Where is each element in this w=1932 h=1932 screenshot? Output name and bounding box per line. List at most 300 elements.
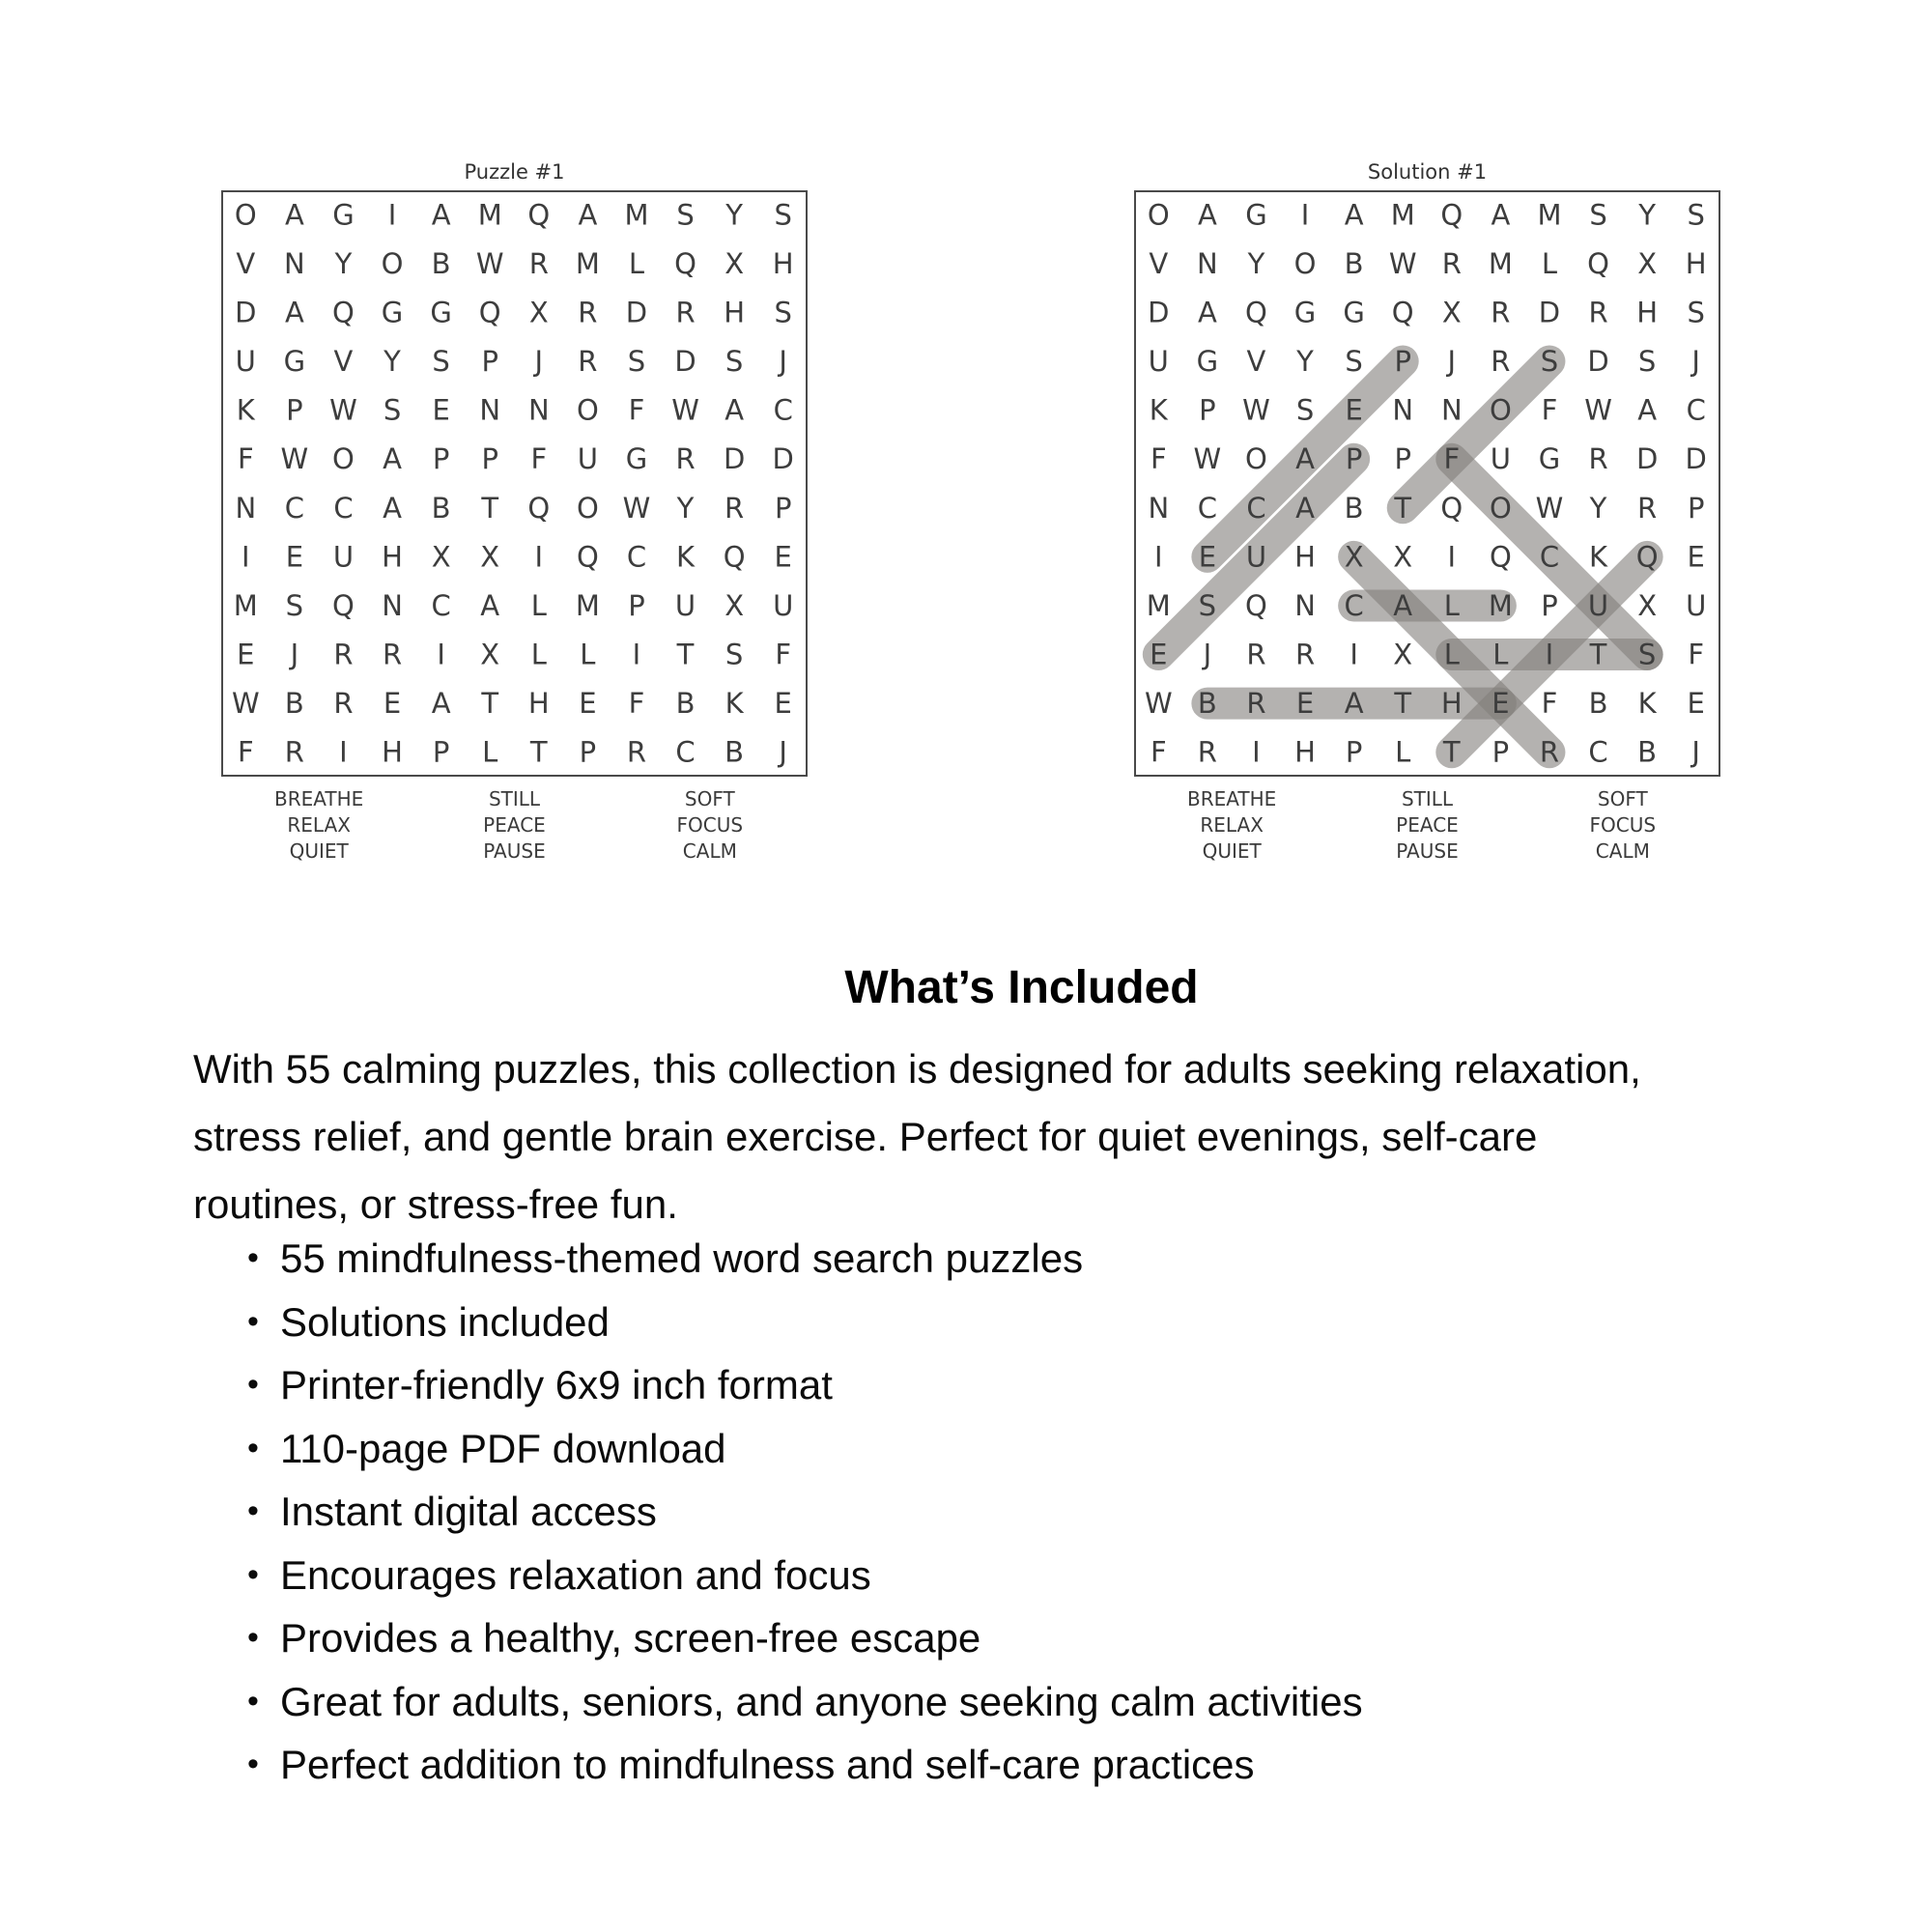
grid-letter: P	[432, 735, 450, 769]
grid-letter: C	[1246, 491, 1266, 525]
grid-letter: Y	[1589, 491, 1607, 525]
grid-letter: O	[576, 393, 599, 427]
grid-letter: H	[1294, 540, 1316, 574]
grid-letter: C	[1686, 393, 1706, 427]
grid-letter: S	[724, 345, 744, 379]
grid-letter: L	[580, 638, 596, 671]
grid-letter: S	[627, 345, 646, 379]
grid-letter: W	[1388, 246, 1417, 280]
description-paragraph	[193, 1036, 1874, 1238]
grid-letter: F	[1150, 735, 1167, 769]
bullet-item: • Great for adults, seniors, and anyone seeking calm activities	[193, 1670, 1874, 1734]
grid-letter: B	[431, 491, 451, 525]
grid-letter: I	[1545, 638, 1554, 671]
grid-letter: Y	[725, 198, 743, 232]
word-list-item: QUIET	[1202, 839, 1262, 863]
grid-letter: J	[534, 345, 544, 379]
grid-letter: P	[1394, 442, 1411, 476]
grid-letter: U	[674, 588, 696, 622]
grid-letter: C	[1539, 540, 1560, 574]
grid-letter: P	[628, 588, 645, 622]
grid-letter: L	[1492, 638, 1509, 671]
grid-letter: P	[481, 345, 498, 379]
grid-letter: K	[1149, 393, 1168, 427]
grid-letter: M	[477, 198, 502, 232]
grid-letter: X	[1637, 246, 1658, 280]
grid-letter: U	[773, 588, 794, 622]
grid-letter: U	[1245, 540, 1267, 574]
grid-letter: V	[1246, 345, 1266, 379]
grid-letter: C	[431, 588, 451, 622]
grid-letter: A	[431, 687, 451, 721]
grid-letter: R	[1491, 345, 1511, 379]
grid-letter: J	[779, 345, 787, 379]
grid-letter: O	[381, 246, 404, 280]
word-list-item: PAUSE	[483, 839, 546, 863]
grid-letter: E	[1198, 540, 1217, 574]
grid-letter: D	[1635, 442, 1659, 476]
grid-letter: E	[774, 687, 792, 721]
grid-letter: Y	[334, 246, 353, 280]
grid-letter: R	[284, 735, 304, 769]
grid-letter: R	[1294, 638, 1316, 671]
grid-letter: F	[530, 442, 548, 476]
grid-letter: B	[1344, 246, 1364, 280]
grid-letter: N	[284, 246, 305, 280]
grid-letter: I	[1154, 540, 1163, 574]
grid-letter: M	[1488, 246, 1513, 280]
grid-letter: I	[339, 735, 348, 769]
grid-letter: M	[575, 588, 600, 622]
grid-letter: Q	[478, 296, 501, 329]
grid-letter: F	[1150, 442, 1167, 476]
grid-letter: N	[235, 491, 257, 525]
grid-letter: E	[432, 393, 450, 427]
grid-letter: W	[475, 246, 504, 280]
grid-letter: R	[333, 638, 354, 671]
word-list-item: STILL	[488, 787, 541, 810]
grid-letter: A	[1637, 393, 1658, 427]
grid-letter: O	[1293, 246, 1317, 280]
grid-letter: R	[1637, 491, 1658, 525]
grid-letter: X	[528, 296, 549, 329]
bullet-item: • 110-page PDF download	[193, 1417, 1874, 1481]
grid-letter: J	[1691, 345, 1700, 379]
grid-letter: I	[242, 540, 250, 574]
grid-letter: X	[724, 588, 745, 622]
grid-letter: A	[1295, 491, 1315, 525]
grid-letter: E	[383, 687, 402, 721]
grid-letter: G	[1245, 198, 1267, 232]
grid-letter: A	[383, 442, 402, 476]
grid-letter: E	[1345, 393, 1363, 427]
grid-letter: P	[1345, 442, 1363, 476]
word-list-item: CALM	[1595, 839, 1650, 863]
grid-letter: O	[1489, 491, 1512, 525]
word-list-column	[416, 786, 611, 865]
grid-letter: U	[1686, 588, 1707, 622]
grid-letter: A	[1491, 198, 1511, 232]
grid-letter: T	[676, 638, 695, 671]
grid-letter: Y	[676, 491, 695, 525]
grid-letter: R	[1197, 735, 1217, 769]
grid-letter: X	[724, 246, 745, 280]
grid-letter: I	[387, 198, 397, 232]
grid-letter: A	[1197, 296, 1217, 329]
grid-letter: C	[333, 491, 354, 525]
grid-letter: F	[1443, 442, 1461, 476]
grid-letter: X	[1393, 540, 1413, 574]
grid-letter: O	[1245, 442, 1267, 476]
word-list-item: RELAX	[287, 813, 351, 837]
grid-letter: R	[1246, 687, 1266, 721]
grid-letter: D	[1538, 296, 1561, 329]
grid-letter: N	[1148, 491, 1170, 525]
grid-letter: L	[1541, 246, 1558, 280]
grid-letter: L	[1395, 735, 1411, 769]
grid-letter: S	[774, 296, 792, 329]
grid-letter: Q	[1440, 198, 1463, 232]
grid-letter: Y	[1247, 246, 1265, 280]
grid-letter: S	[724, 638, 744, 671]
grid-letter: N	[1294, 588, 1316, 622]
whats-included-heading: What’s Included	[844, 962, 1199, 1013]
grid-letter: F	[1541, 393, 1558, 427]
grid-letter: L	[628, 246, 645, 280]
grid-letter: S	[774, 198, 792, 232]
grid-letter: J	[290, 638, 299, 671]
grid-letter: D	[772, 442, 794, 476]
grid-letter: Q	[674, 246, 696, 280]
grid-letter: S	[1687, 296, 1705, 329]
grid-letter: E	[1492, 687, 1510, 721]
grid-letter: U	[332, 540, 355, 574]
puzzle-title: Puzzle #1	[464, 160, 565, 184]
grid-letter: V	[1149, 246, 1169, 280]
grid-letter: T	[1442, 735, 1461, 769]
word-list-item: BREATHE	[274, 787, 364, 810]
grid-letter: B	[284, 687, 304, 721]
paragraph-line: routines, or stress-free fun.	[193, 1181, 678, 1227]
word-list-column	[1329, 786, 1524, 865]
grid-letter: M	[575, 246, 600, 280]
grid-letter: G	[332, 198, 355, 232]
grid-letter: F	[237, 735, 254, 769]
grid-letter: M	[1390, 198, 1415, 232]
puzzle-grid	[221, 190, 808, 777]
grid-letter: H	[1685, 246, 1707, 280]
word-list-item: SOFT	[1597, 787, 1648, 810]
grid-letter: Q	[527, 491, 551, 525]
grid-letter: W	[1242, 393, 1270, 427]
grid-letter: I	[1252, 735, 1261, 769]
grid-letter: L	[1443, 638, 1460, 671]
grid-letter: A	[724, 393, 745, 427]
grid-letter: X	[431, 540, 451, 574]
grid-letter: V	[333, 345, 354, 379]
grid-letter: R	[675, 442, 696, 476]
grid-letter: P	[1492, 735, 1510, 769]
grid-letter: N	[382, 588, 403, 622]
grid-letter: B	[1197, 687, 1217, 721]
grid-letter: D	[723, 442, 746, 476]
grid-letter: Q	[576, 540, 599, 574]
grid-letter: Q	[527, 198, 551, 232]
grid-letter: H	[1636, 296, 1659, 329]
grid-letter: E	[1687, 540, 1705, 574]
grid-letter: X	[480, 638, 500, 671]
grid-letter: R	[1539, 735, 1560, 769]
grid-letter: D	[674, 345, 696, 379]
grid-letter: R	[626, 735, 647, 769]
word-list-item: CALM	[682, 839, 737, 863]
grid-letter: G	[1343, 296, 1365, 329]
grid-letter: E	[1150, 638, 1168, 671]
grid-letter: N	[1440, 393, 1463, 427]
grid-letter: O	[234, 198, 257, 232]
grid-letter: M	[1537, 198, 1562, 232]
grid-letter: N	[479, 393, 501, 427]
grid-letter: V	[236, 246, 256, 280]
grid-letter: H	[772, 246, 794, 280]
grid-letter: G	[381, 296, 404, 329]
grid-letter: G	[625, 442, 648, 476]
solution-title: Solution #1	[1367, 160, 1488, 184]
grid-letter: H	[382, 540, 403, 574]
grid-letter: W	[329, 393, 357, 427]
grid-letter: F	[628, 687, 645, 721]
grid-letter: Q	[1635, 540, 1659, 574]
grid-letter: F	[1541, 687, 1558, 721]
grid-letter: T	[481, 687, 499, 721]
bullet-item: • 55 mindfulness-themed word search puzzles	[193, 1227, 1874, 1291]
grid-letter: B	[431, 246, 451, 280]
grid-letter: G	[1196, 345, 1219, 379]
grid-letter: G	[1538, 442, 1561, 476]
grid-letter: R	[1491, 296, 1511, 329]
grid-border	[222, 191, 807, 776]
grid-letter: N	[527, 393, 550, 427]
grid-letter: S	[1687, 198, 1705, 232]
grid-letter: X	[1637, 588, 1658, 622]
grid-letter: E	[579, 687, 597, 721]
grid-letter: Q	[1391, 296, 1414, 329]
grid-letter: S	[676, 198, 695, 232]
solution-grid	[1134, 190, 1720, 777]
grid-letter: C	[1588, 735, 1608, 769]
grid-letter: W	[671, 393, 699, 427]
grid-letter: Y	[1296, 345, 1314, 379]
grid-letter: A	[1393, 588, 1413, 622]
grid-letter: A	[284, 296, 304, 329]
grid-letter: O	[1147, 198, 1170, 232]
grid-letter: U	[577, 442, 598, 476]
word-list-item: STILL	[1401, 787, 1454, 810]
grid-letter: Q	[1245, 588, 1267, 622]
grid-letter: P	[481, 442, 498, 476]
grid-letter: D	[235, 296, 257, 329]
bullet-item: • Printer-friendly 6x9 inch format	[193, 1353, 1874, 1417]
grid-letter: P	[432, 442, 450, 476]
grid-letter: Q	[332, 588, 355, 622]
grid-letter: S	[1637, 638, 1657, 671]
grid-letter: I	[632, 638, 641, 671]
grid-letter: S	[285, 588, 304, 622]
grid-letter: N	[1392, 393, 1414, 427]
grid-letter: B	[675, 687, 696, 721]
grid-letter: T	[1394, 491, 1412, 525]
grid-letter: M	[624, 198, 649, 232]
grid-letter: R	[1588, 442, 1608, 476]
grid-letter: P	[1345, 735, 1363, 769]
grid-letter: S	[1540, 345, 1559, 379]
grid-letter: C	[675, 735, 696, 769]
grid-letter: K	[1589, 540, 1608, 574]
solution-word-list	[1134, 786, 1720, 865]
grid-letter: B	[1588, 687, 1608, 721]
grid-letter: I	[1350, 638, 1358, 671]
word-list-item: PAUSE	[1396, 839, 1459, 863]
grid-letter: R	[578, 345, 598, 379]
grid-letter: H	[527, 687, 550, 721]
grid-letter: R	[528, 246, 549, 280]
grid-letter: R	[1588, 296, 1608, 329]
grid-letter: F	[237, 442, 254, 476]
grid-letter: S	[1589, 198, 1607, 232]
grid-letter: Y	[1638, 198, 1656, 232]
word-list-item: BREATHE	[1187, 787, 1277, 810]
grid-letter: I	[534, 540, 544, 574]
grid-letter: X	[480, 540, 500, 574]
grid-letter: U	[1148, 345, 1169, 379]
grid-letter: P	[1541, 588, 1558, 622]
grid-letter: R	[724, 491, 745, 525]
grid-letter: O	[576, 491, 599, 525]
grid-letter: A	[1344, 687, 1364, 721]
grid-letter: M	[1488, 588, 1513, 622]
grid-letter: K	[676, 540, 696, 574]
grid-letter: S	[1345, 345, 1363, 379]
grid-letter: W	[1584, 393, 1612, 427]
grid-letter: U	[1490, 442, 1511, 476]
word-list-item: FOCUS	[676, 813, 744, 837]
grid-letter: S	[1198, 588, 1217, 622]
grid-letter: A	[480, 588, 500, 622]
grid-letter: E	[1687, 687, 1705, 721]
grid-letter: P	[286, 393, 303, 427]
grid-letter: B	[724, 735, 745, 769]
word-list-column	[221, 786, 416, 865]
grid-letter: A	[383, 491, 402, 525]
grid-letter: I	[437, 638, 445, 671]
grid-letter: A	[578, 198, 598, 232]
grid-letter: Q	[332, 296, 355, 329]
grid-letter: W	[1535, 491, 1564, 525]
word-list-item: QUIET	[289, 839, 349, 863]
paragraph-line: stress relief, and gentle brain exercise. Perfect for quiet evenings, self-care	[193, 1114, 1538, 1159]
grid-letter: A	[1344, 198, 1364, 232]
grid-letter: D	[1685, 442, 1707, 476]
bullet-item: • Provides a healthy, screen-free escape	[193, 1606, 1874, 1670]
grid-letter: Q	[1245, 296, 1267, 329]
grid-letter: D	[1148, 296, 1170, 329]
grid-letter: S	[432, 345, 450, 379]
grid-letter: E	[1295, 687, 1315, 721]
grid-letter: A	[431, 198, 451, 232]
grid-letter: X	[1344, 540, 1364, 574]
grid-letter: F	[628, 393, 645, 427]
grid-letter: Q	[723, 540, 746, 574]
grid-letter: E	[774, 540, 792, 574]
grid-letter: M	[233, 588, 258, 622]
grid-letter: R	[675, 296, 696, 329]
bullet-item: • Perfect addition to mindfulness and self-care practices	[193, 1733, 1874, 1797]
grid-letter: K	[236, 393, 255, 427]
word-list-item: PEACE	[1396, 813, 1459, 837]
grid-letter: R	[1441, 246, 1462, 280]
grid-letter: H	[1440, 687, 1463, 721]
puzzle-word-list	[221, 786, 808, 865]
word-list-item: RELAX	[1200, 813, 1264, 837]
grid-letter: Q	[1489, 540, 1512, 574]
grid-letter: F	[1688, 638, 1705, 671]
word-list-item: SOFT	[684, 787, 735, 810]
grid-letter: S	[1637, 345, 1657, 379]
grid-letter: A	[284, 198, 304, 232]
grid-letter: G	[283, 345, 306, 379]
grid-letter: L	[530, 638, 547, 671]
grid-letter: F	[775, 638, 792, 671]
grid-letter: L	[482, 735, 498, 769]
grid-letter: B	[1637, 735, 1658, 769]
paragraph-line: With 55 calming puzzles, this collection is designed for adults seeking relaxation,	[193, 1046, 1641, 1092]
grid-letter: C	[1344, 588, 1364, 622]
grid-letter: I	[1447, 540, 1457, 574]
bullet-item: • Solutions included	[193, 1291, 1874, 1354]
grid-letter: A	[1295, 442, 1315, 476]
grid-letter: O	[1489, 393, 1512, 427]
word-list-column	[612, 786, 808, 865]
grid-letter: J	[1203, 638, 1212, 671]
grid-letter: W	[622, 491, 651, 525]
grid-letter: U	[1587, 588, 1609, 622]
grid-letter: E	[237, 638, 255, 671]
grid-letter: C	[284, 491, 304, 525]
grid-letter: L	[1443, 588, 1460, 622]
bullet-item: • Instant digital access	[193, 1480, 1874, 1544]
grid-letter: Q	[1440, 491, 1463, 525]
grid-letter: T	[1394, 687, 1412, 721]
grid-letter: W	[1193, 442, 1222, 476]
grid-letter: G	[430, 296, 452, 329]
grid-letter: T	[481, 491, 499, 525]
grid-letter: D	[625, 296, 648, 329]
grid-letter: S	[1295, 393, 1315, 427]
grid-letter: P	[579, 735, 597, 769]
word-list-column	[1134, 786, 1329, 865]
bullet-item: • Encourages relaxation and focus	[193, 1544, 1874, 1607]
grid-letter: S	[383, 393, 402, 427]
grid-letter: E	[285, 540, 304, 574]
grid-letter: W	[1144, 687, 1173, 721]
grid-letter: Y	[384, 345, 401, 379]
grid-letter: C	[626, 540, 647, 574]
grid-letter: R	[1246, 638, 1266, 671]
grid-letter: J	[779, 735, 787, 769]
word-list-item: FOCUS	[1589, 813, 1657, 837]
grid-letter: W	[231, 687, 260, 721]
grid-letter: Q	[1587, 246, 1609, 280]
